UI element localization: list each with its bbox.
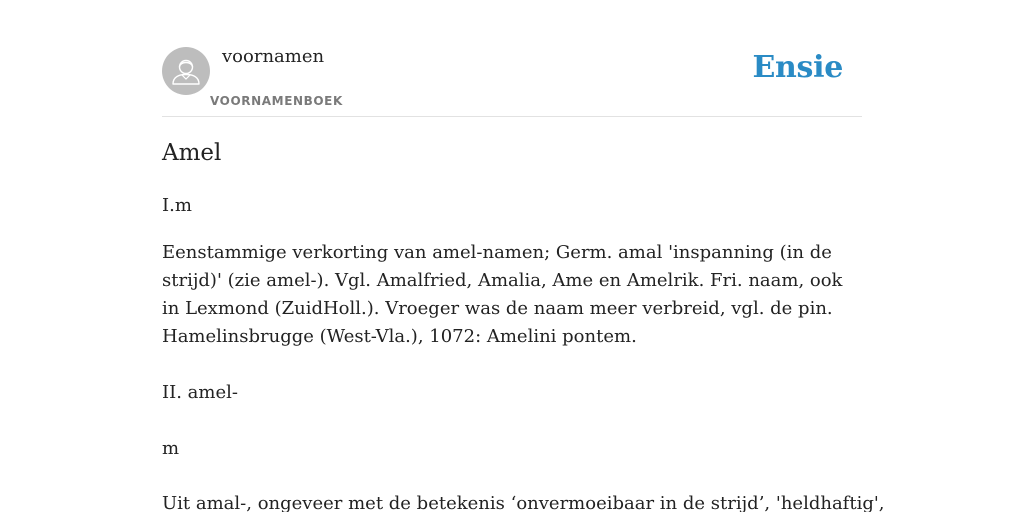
author-name[interactable]: voornamen (222, 46, 325, 67)
entry-paragraph-2: Uit amal-, ongeveer met de betekenis ‘onvermoeibaar in de strijd’, 'heldhaftig', (162, 493, 885, 512)
page-header (162, 0, 862, 117)
user-icon (162, 47, 210, 95)
source-label[interactable]: VOORNAMENBOEK (210, 94, 343, 108)
entry-section-2-gender: m (162, 438, 180, 459)
ensie-logo[interactable]: Ensie (752, 50, 843, 85)
entry-section-1: I.m (162, 195, 192, 216)
avatar[interactable] (162, 47, 210, 95)
entry-title: Amel (162, 140, 222, 166)
entry-paragraph-1: Eenstammige verkorting van amel-namen; Germ. amal 'inspanning (in de strijd)' (zie amel-). Vgl. Amalfried, Amalia, Ame en Amelrik. Fri. naam, ook in Lexmond (ZuidHoll.). Vroeger was de naam meer verbreid, vgl. de pin. Hamelinsbrugge (West-Vla.), 1072: Amelini pontem. (162, 242, 843, 347)
entry-section-2: II. amel- (162, 382, 238, 403)
